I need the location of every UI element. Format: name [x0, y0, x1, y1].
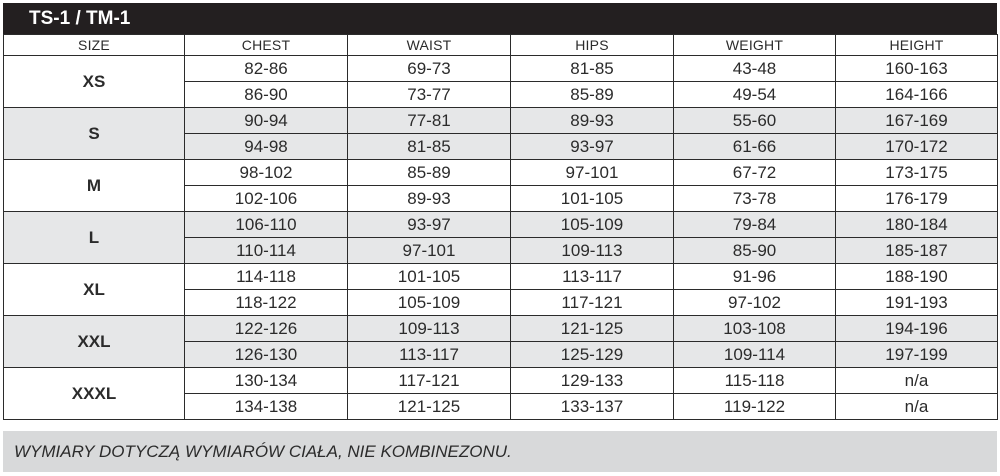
- hips-cell: 101-105: [511, 186, 674, 212]
- table-row: [4, 212, 998, 238]
- hips-cell: 121-125: [511, 316, 674, 342]
- weight-cell: 73-78: [674, 186, 836, 212]
- hips-cell: 117-121: [511, 290, 674, 316]
- header-waist: WAIST: [348, 35, 511, 56]
- waist-cell: 93-97: [348, 212, 511, 238]
- waist-cell: 85-89: [348, 160, 511, 186]
- size-chart: [3, 3, 997, 420]
- height-cell: 185-187: [836, 238, 998, 264]
- size-label: XXXL: [4, 368, 185, 420]
- header-hips: HIPS: [511, 35, 674, 56]
- hips-cell: 89-93: [511, 108, 674, 134]
- weight-cell: 67-72: [674, 160, 836, 186]
- hips-cell: 81-85: [511, 56, 674, 82]
- waist-cell: 117-121: [348, 368, 511, 394]
- waist-cell: 113-117: [348, 342, 511, 368]
- hips-cell: 113-117: [511, 264, 674, 290]
- header-chest: CHEST: [185, 35, 348, 56]
- weight-cell: 97-102: [674, 290, 836, 316]
- weight-cell: 61-66: [674, 134, 836, 160]
- height-cell: 197-199: [836, 342, 998, 368]
- chest-cell: 122-126: [185, 316, 348, 342]
- table-body: [4, 56, 998, 420]
- hips-cell: 85-89: [511, 82, 674, 108]
- height-cell: 194-196: [836, 316, 998, 342]
- waist-cell: 121-125: [348, 394, 511, 420]
- weight-cell: 55-60: [674, 108, 836, 134]
- weight-cell: 85-90: [674, 238, 836, 264]
- waist-cell: 73-77: [348, 82, 511, 108]
- header-weight: WEIGHT: [674, 35, 836, 56]
- weight-cell: 115-118: [674, 368, 836, 394]
- weight-cell: 119-122: [674, 394, 836, 420]
- waist-cell: 89-93: [348, 186, 511, 212]
- chest-cell: 114-118: [185, 264, 348, 290]
- height-cell: 170-172: [836, 134, 998, 160]
- weight-cell: 91-96: [674, 264, 836, 290]
- hips-cell: 129-133: [511, 368, 674, 394]
- hips-cell: 93-97: [511, 134, 674, 160]
- size-label: L: [4, 212, 185, 264]
- weight-cell: 103-108: [674, 316, 836, 342]
- size-label: M: [4, 160, 185, 212]
- footer-note: WYMIARY DOTYCZĄ WYMIARÓW CIAŁA, NIE KOMBINEZONU.: [3, 431, 997, 472]
- size-label: XS: [4, 56, 185, 108]
- weight-cell: 49-54: [674, 82, 836, 108]
- chest-cell: 102-106: [185, 186, 348, 212]
- height-cell: 164-166: [836, 82, 998, 108]
- hips-cell: 97-101: [511, 160, 674, 186]
- height-cell: n/a: [836, 368, 998, 394]
- waist-cell: 81-85: [348, 134, 511, 160]
- height-cell: 167-169: [836, 108, 998, 134]
- table-row: [4, 264, 998, 290]
- hips-cell: 105-109: [511, 212, 674, 238]
- size-label: XL: [4, 264, 185, 316]
- height-cell: 176-179: [836, 186, 998, 212]
- weight-cell: 109-114: [674, 342, 836, 368]
- waist-cell: 109-113: [348, 316, 511, 342]
- chest-cell: 106-110: [185, 212, 348, 238]
- chest-cell: 134-138: [185, 394, 348, 420]
- size-label: XXL: [4, 316, 185, 368]
- waist-cell: 97-101: [348, 238, 511, 264]
- chest-cell: 98-102: [185, 160, 348, 186]
- hips-cell: 133-137: [511, 394, 674, 420]
- size-label: S: [4, 108, 185, 160]
- chest-cell: 110-114: [185, 238, 348, 264]
- chest-cell: 118-122: [185, 290, 348, 316]
- height-cell: 173-175: [836, 160, 998, 186]
- weight-cell: 79-84: [674, 212, 836, 238]
- height-cell: 180-184: [836, 212, 998, 238]
- waist-cell: 77-81: [348, 108, 511, 134]
- header-height: HEIGHT: [836, 35, 998, 56]
- table-row: [4, 368, 998, 394]
- hips-cell: 109-113: [511, 238, 674, 264]
- chest-cell: 90-94: [185, 108, 348, 134]
- chest-cell: 130-134: [185, 368, 348, 394]
- height-cell: n/a: [836, 394, 998, 420]
- height-cell: 160-163: [836, 56, 998, 82]
- waist-cell: 105-109: [348, 290, 511, 316]
- chart-title: TS-1 / TM-1: [3, 3, 997, 34]
- chest-cell: 94-98: [185, 134, 348, 160]
- weight-cell: 43-48: [674, 56, 836, 82]
- table-row: [4, 108, 998, 134]
- header-size: SIZE: [4, 35, 185, 56]
- table-row: [4, 316, 998, 342]
- size-table: [3, 34, 998, 420]
- hips-cell: 125-129: [511, 342, 674, 368]
- height-cell: 191-193: [836, 290, 998, 316]
- table-row: [4, 160, 998, 186]
- height-cell: 188-190: [836, 264, 998, 290]
- table-row: [4, 56, 998, 82]
- waist-cell: 69-73: [348, 56, 511, 82]
- header-row: [4, 35, 998, 56]
- chest-cell: 82-86: [185, 56, 348, 82]
- chest-cell: 86-90: [185, 82, 348, 108]
- waist-cell: 101-105: [348, 264, 511, 290]
- chest-cell: 126-130: [185, 342, 348, 368]
